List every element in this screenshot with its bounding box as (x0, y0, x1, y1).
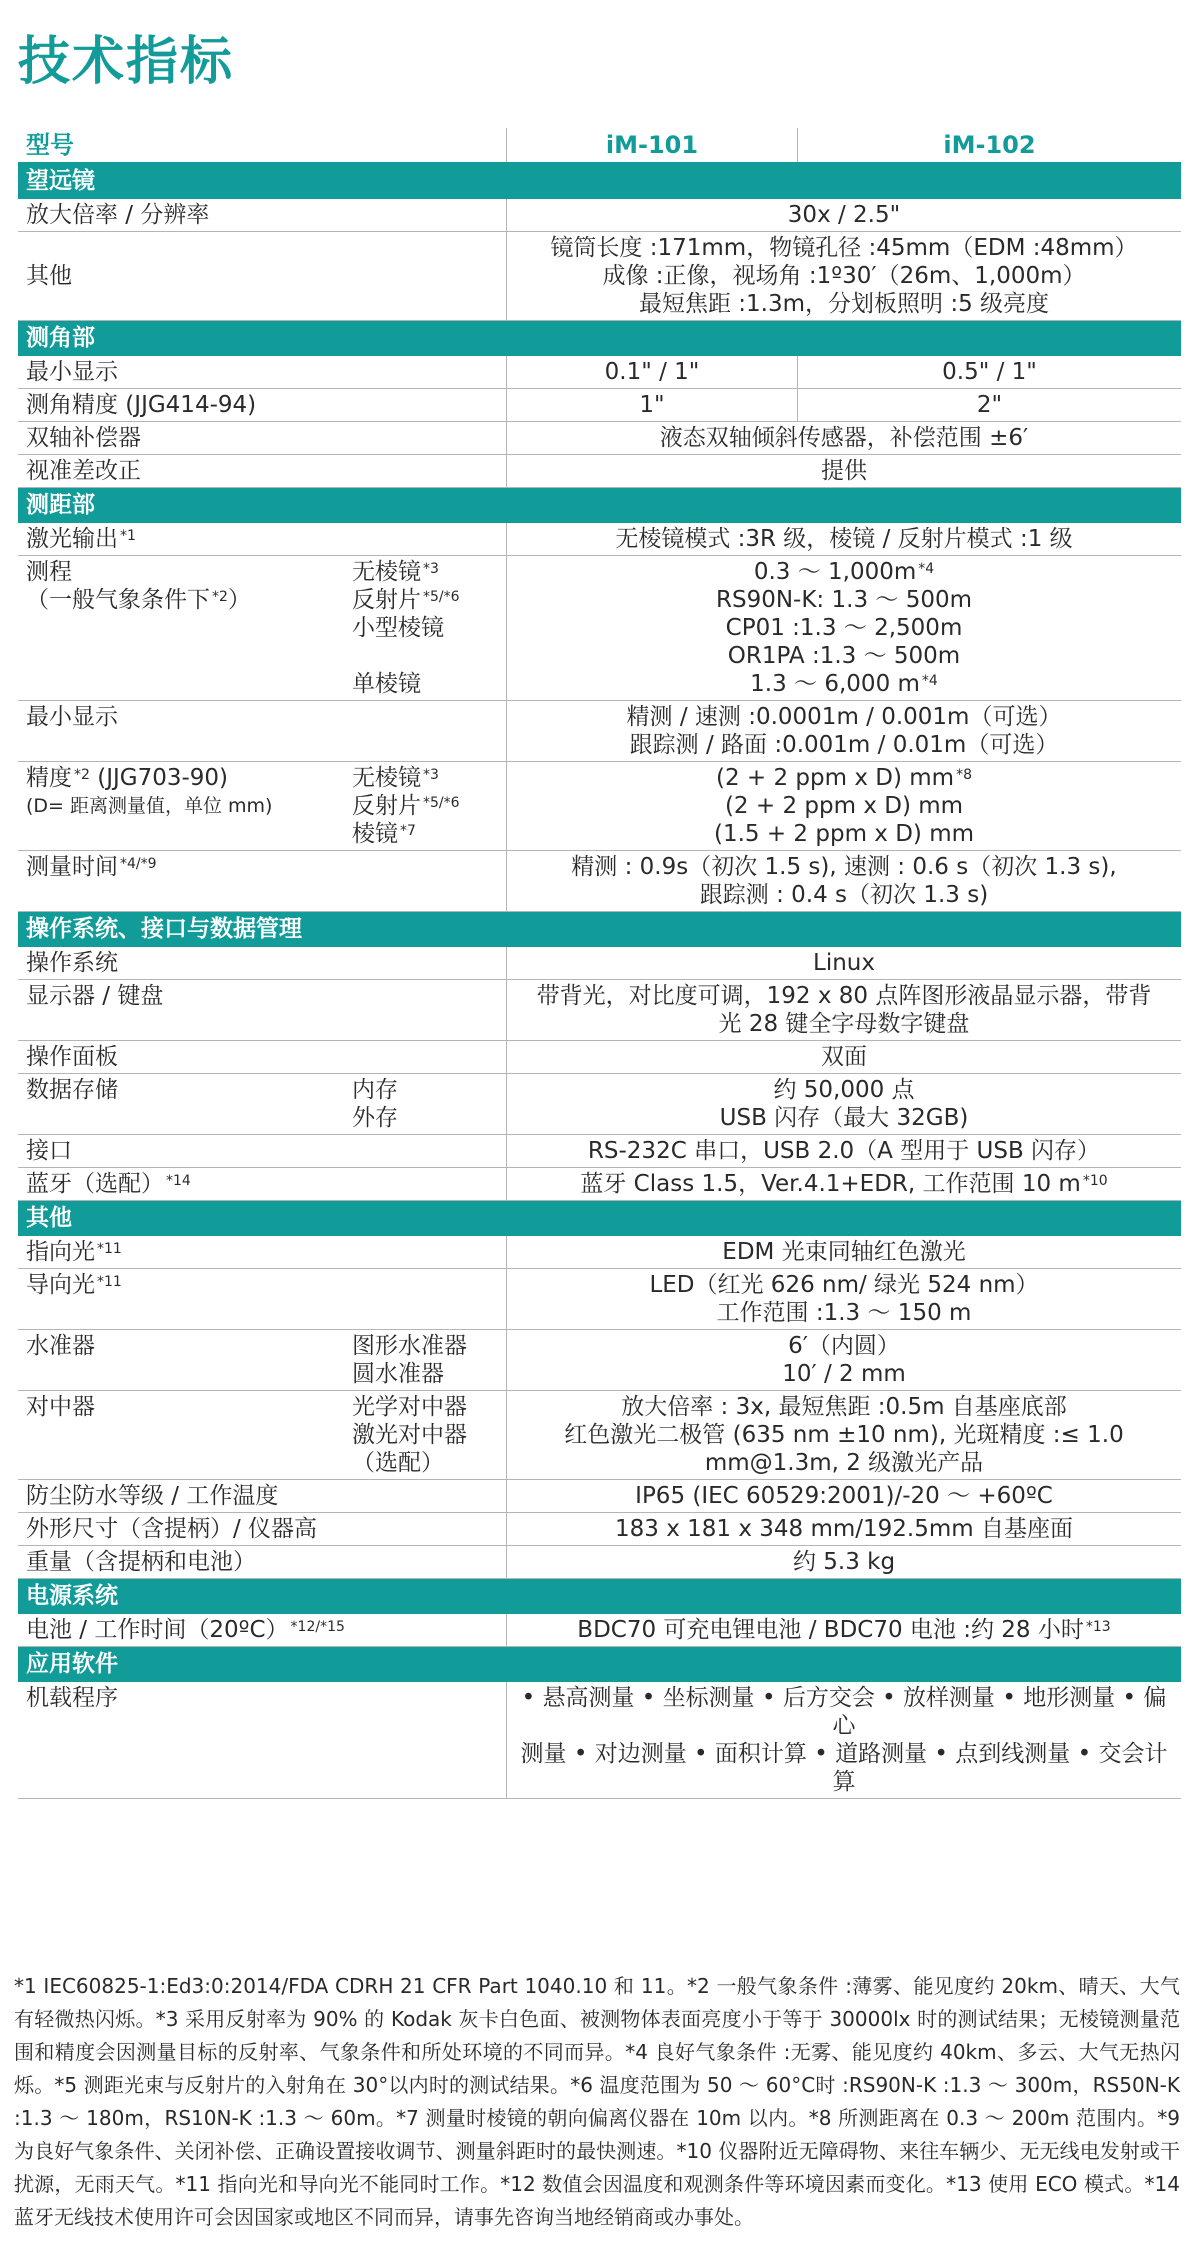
row-sublabels: 光学对中器 激光对中器 （选配） (344, 1391, 507, 1480)
row-value: 0.3 ～ 1,000m $^{*4}$ RS90N-K: 1.3 ～ 500m CP01 :1.3 ～ 2,500m OR1PA :1.3 ～ 500m 1.3 ～ 6,000 m $^{*4}$ (507, 556, 1182, 701)
row-value: 精测 / 速测 :0.0001m / 0.001m（可选） 跟踪测 / 路面 :0.001m / 0.01m（可选） (507, 701, 1182, 762)
row-label: 显示器 / 键盘 (18, 980, 507, 1041)
table-row (18, 556, 1181, 701)
table-row (18, 1236, 1181, 1269)
row-sublabels: 图形水准器 圆水准器 (344, 1330, 507, 1391)
row-label: 机载程序 (18, 1682, 507, 1799)
table-row (18, 389, 1181, 422)
row-label: 其他 (18, 232, 507, 321)
row-label: 精度 $^{*2}$ (JJG703-90) (D= 距离测量值，单位 mm) (18, 762, 344, 851)
row-value-im102: 2" (798, 389, 1182, 422)
row-value: 蓝牙 Class 1.5，Ver.4.1+EDR, 工作范围 10 m $^{*10}$ (507, 1168, 1182, 1201)
row-value: 双面 (507, 1041, 1182, 1074)
table-row (18, 1074, 1181, 1135)
row-value: 放大倍率 : 3x, 最短焦距 :0.5m 自基座底部 红色激光二极管 (635 nm ±10 nm), 光斑精度 :≤ 1.0 mm@1.3m, 2 级激光产品 (507, 1391, 1182, 1480)
row-label: 接口 (18, 1135, 507, 1168)
table-row (18, 947, 1181, 980)
row-label: 测程 （一般气象条件下 $^{*2}$） (18, 556, 344, 701)
row-value-im102: 0.5" / 1" (798, 356, 1182, 389)
row-label: 防尘防水等级 / 工作温度 (18, 1480, 507, 1513)
table-header-row (18, 128, 1181, 163)
row-label: 测量时间 $^{*4/*9}$ (18, 851, 507, 912)
header-im101: iM-101 (507, 128, 798, 163)
row-value: BDC70 可充电锂电池 / BDC70 电池 :约 28 小时 $^{*13}$ (507, 1614, 1182, 1647)
row-value: 液态双轴倾斜传感器，补偿范围 ±6′ (507, 422, 1182, 455)
header-model: 型号 (18, 128, 344, 163)
table-row (18, 199, 1181, 232)
table-row (18, 1330, 1181, 1391)
table-row (18, 1269, 1181, 1330)
row-sublabels: 无棱镜 $^{*3}$ 反射片 $^{*5/*6}$ 小型棱镜 单棱镜 (344, 556, 507, 701)
table-row (18, 1041, 1181, 1074)
row-label: 操作系统 (18, 947, 507, 980)
row-value-im101: 1" (507, 389, 798, 422)
table-row (18, 701, 1181, 762)
row-value: 无棱镜模式 :3R 级，棱镜 / 反射片模式 :1 级 (507, 523, 1182, 556)
table-row (18, 1614, 1181, 1647)
row-value: • 悬高测量 • 坐标测量 • 后方交会 • 放样测量 • 地形测量 • 偏心 测量 • 对边测量 • 面积计算 • 道路测量 • 点到线测量 • 交会计算 (507, 1682, 1182, 1799)
row-label: 导向光 $^{*11}$ (18, 1269, 507, 1330)
row-value-im101: 0.1" / 1" (507, 356, 798, 389)
row-value: 6′（内圆） 10′ / 2 mm (507, 1330, 1182, 1391)
row-value: 带背光，对比度可调，192 x 80 点阵图形液晶显示器，带背 光 28 键全字母数字键盘 (507, 980, 1182, 1041)
table-row (18, 1480, 1181, 1513)
row-value: IP65 (IEC 60529:2001)/-20 ～ +60ºC (507, 1480, 1182, 1513)
row-label: 指向光 $^{*11}$ (18, 1236, 507, 1269)
row-sublabels: 无棱镜 $^{*3}$ 反射片 $^{*5/*6}$ 棱镜 $^{*7}$ (344, 762, 507, 851)
row-label: 对中器 (18, 1391, 344, 1480)
table-row (18, 762, 1181, 851)
section-header: 其他 (18, 1201, 1181, 1237)
section-header: 应用软件 (18, 1647, 1181, 1683)
spec-table (18, 128, 1181, 1799)
table-row (18, 1168, 1181, 1201)
row-value: 30x / 2.5" (507, 199, 1182, 232)
row-value: 约 5.3 kg (507, 1546, 1182, 1579)
row-value: 183 x 181 x 348 mm/192.5mm 自基座面 (507, 1513, 1182, 1546)
table-row (18, 422, 1181, 455)
section-header: 电源系统 (18, 1579, 1181, 1615)
row-label: 数据存储 (18, 1074, 344, 1135)
table-row (18, 980, 1181, 1041)
section-header: 测距部 (18, 488, 1181, 524)
row-value: LED（红光 626 nm/ 绿光 524 nm） 工作范围 :1.3 ～ 150 m (507, 1269, 1182, 1330)
row-label: 外形尺寸（含提柄）/ 仪器高 (18, 1513, 507, 1546)
row-label: 视准差改正 (18, 455, 507, 488)
table-row (18, 851, 1181, 912)
table-row (18, 523, 1181, 556)
row-label: 最小显示 (18, 356, 507, 389)
row-label: 操作面板 (18, 1041, 507, 1074)
row-label: 电池 / 工作时间（20ºC） $^{*12/*15}$ (18, 1614, 507, 1647)
row-value: EDM 光束同轴红色激光 (507, 1236, 1182, 1269)
section-header: 操作系统、接口与数据管理 (18, 912, 1181, 948)
header-im102: iM-102 (798, 128, 1182, 163)
row-label: 水准器 (18, 1330, 344, 1391)
row-value: 提供 (507, 455, 1182, 488)
row-label: 激光输出 $^{*1}$ (18, 523, 507, 556)
table-row (18, 1513, 1181, 1546)
table-row (18, 455, 1181, 488)
table-row (18, 1135, 1181, 1168)
row-value: 镜筒长度 :171mm，物镜孔径 :45mm（EDM :48mm） 成像 :正像，视场角 :1º30′（26m、1,000m） 最短焦距 :1.3m，分划板照明 :5 级亮度 (507, 232, 1182, 321)
section-header: 望远镜 (18, 163, 1181, 199)
table-row (18, 356, 1181, 389)
section-header: 测角部 (18, 321, 1181, 357)
row-label: 双轴补偿器 (18, 422, 507, 455)
row-value: 精测 : 0.9s（初次 1.5 s), 速测 : 0.6 s（初次 1.3 s), 跟踪测 : 0.4 s（初次 1.3 s) (507, 851, 1182, 912)
table-row (18, 1391, 1181, 1480)
row-label: 重量（含提柄和电池） (18, 1546, 507, 1579)
row-value: RS-232C 串口，USB 2.0（A 型用于 USB 闪存） (507, 1135, 1182, 1168)
row-label: 最小显示 (18, 701, 507, 762)
page-title: 技术指标 (18, 32, 235, 92)
row-value: (2 + 2 ppm x D) mm $^{*8}$ (2 + 2 ppm x D) mm (1.5 + 2 ppm x D) mm (507, 762, 1182, 851)
row-value: Linux (507, 947, 1182, 980)
row-label: 放大倍率 / 分辨率 (18, 199, 507, 232)
table-row (18, 1546, 1181, 1579)
row-sublabels: 内存 外存 (344, 1074, 507, 1135)
table-row (18, 1682, 1181, 1799)
footnotes: *1 IEC60825-1:Ed3:0:2014/FDA CDRH 21 CFR Part 1040.10 和 11。*2 一般气象条件 :薄雾、能见度约 20km、晴天、大气有轻微热闪烁。*3 采用反射率为 90% 的 Kodak 灰卡白色面、被测物体表面亮度小于等于 30000lx 时的测试结果；无棱镜测量范围和精度会因测量目标的反射率、气象条件和所处环境的不同而异。*4 良好气象条件 :无雾、能见度约 40km、多云、大气无热闪烁。*5 测距光束与反射片的入射角在 30°以内时的测试结果。*6 温度范围为 50 ～ 60°C时 :RS90N-K :1.3 ～ 300m，RS50N-K :1.3 ～ 180m，RS10N-K :1.3 ～ 60m。*7 测量时棱镜的朝向偏离仪器在 10m 以内。*8 所测距离在 0.3 ～ 200m 范围内。*9 为良好气象条件、关闭补偿、正确设置接收调节、测量斜距时的最快测速。*10 仪器附近无障碍物、来往车辆少、无无线电发射或干扰源，无雨天气。*11 指向光和导向光不能同时工作。*12 数值会因温度和观测条件等环境因素而变化。*13 使用 ECO 模式。*14 蓝牙无线技术使用许可会因国家或地区不同而异，请事先咨询当地经销商或办事处。 (14, 1974, 1180, 2229)
row-value: 约 50,000 点 USB 闪存（最大 32GB) (507, 1074, 1182, 1135)
row-label: 测角精度 (JJG414-94) (18, 389, 507, 422)
table-row (18, 232, 1181, 321)
row-label: 蓝牙（选配） $^{*14}$ (18, 1168, 507, 1201)
